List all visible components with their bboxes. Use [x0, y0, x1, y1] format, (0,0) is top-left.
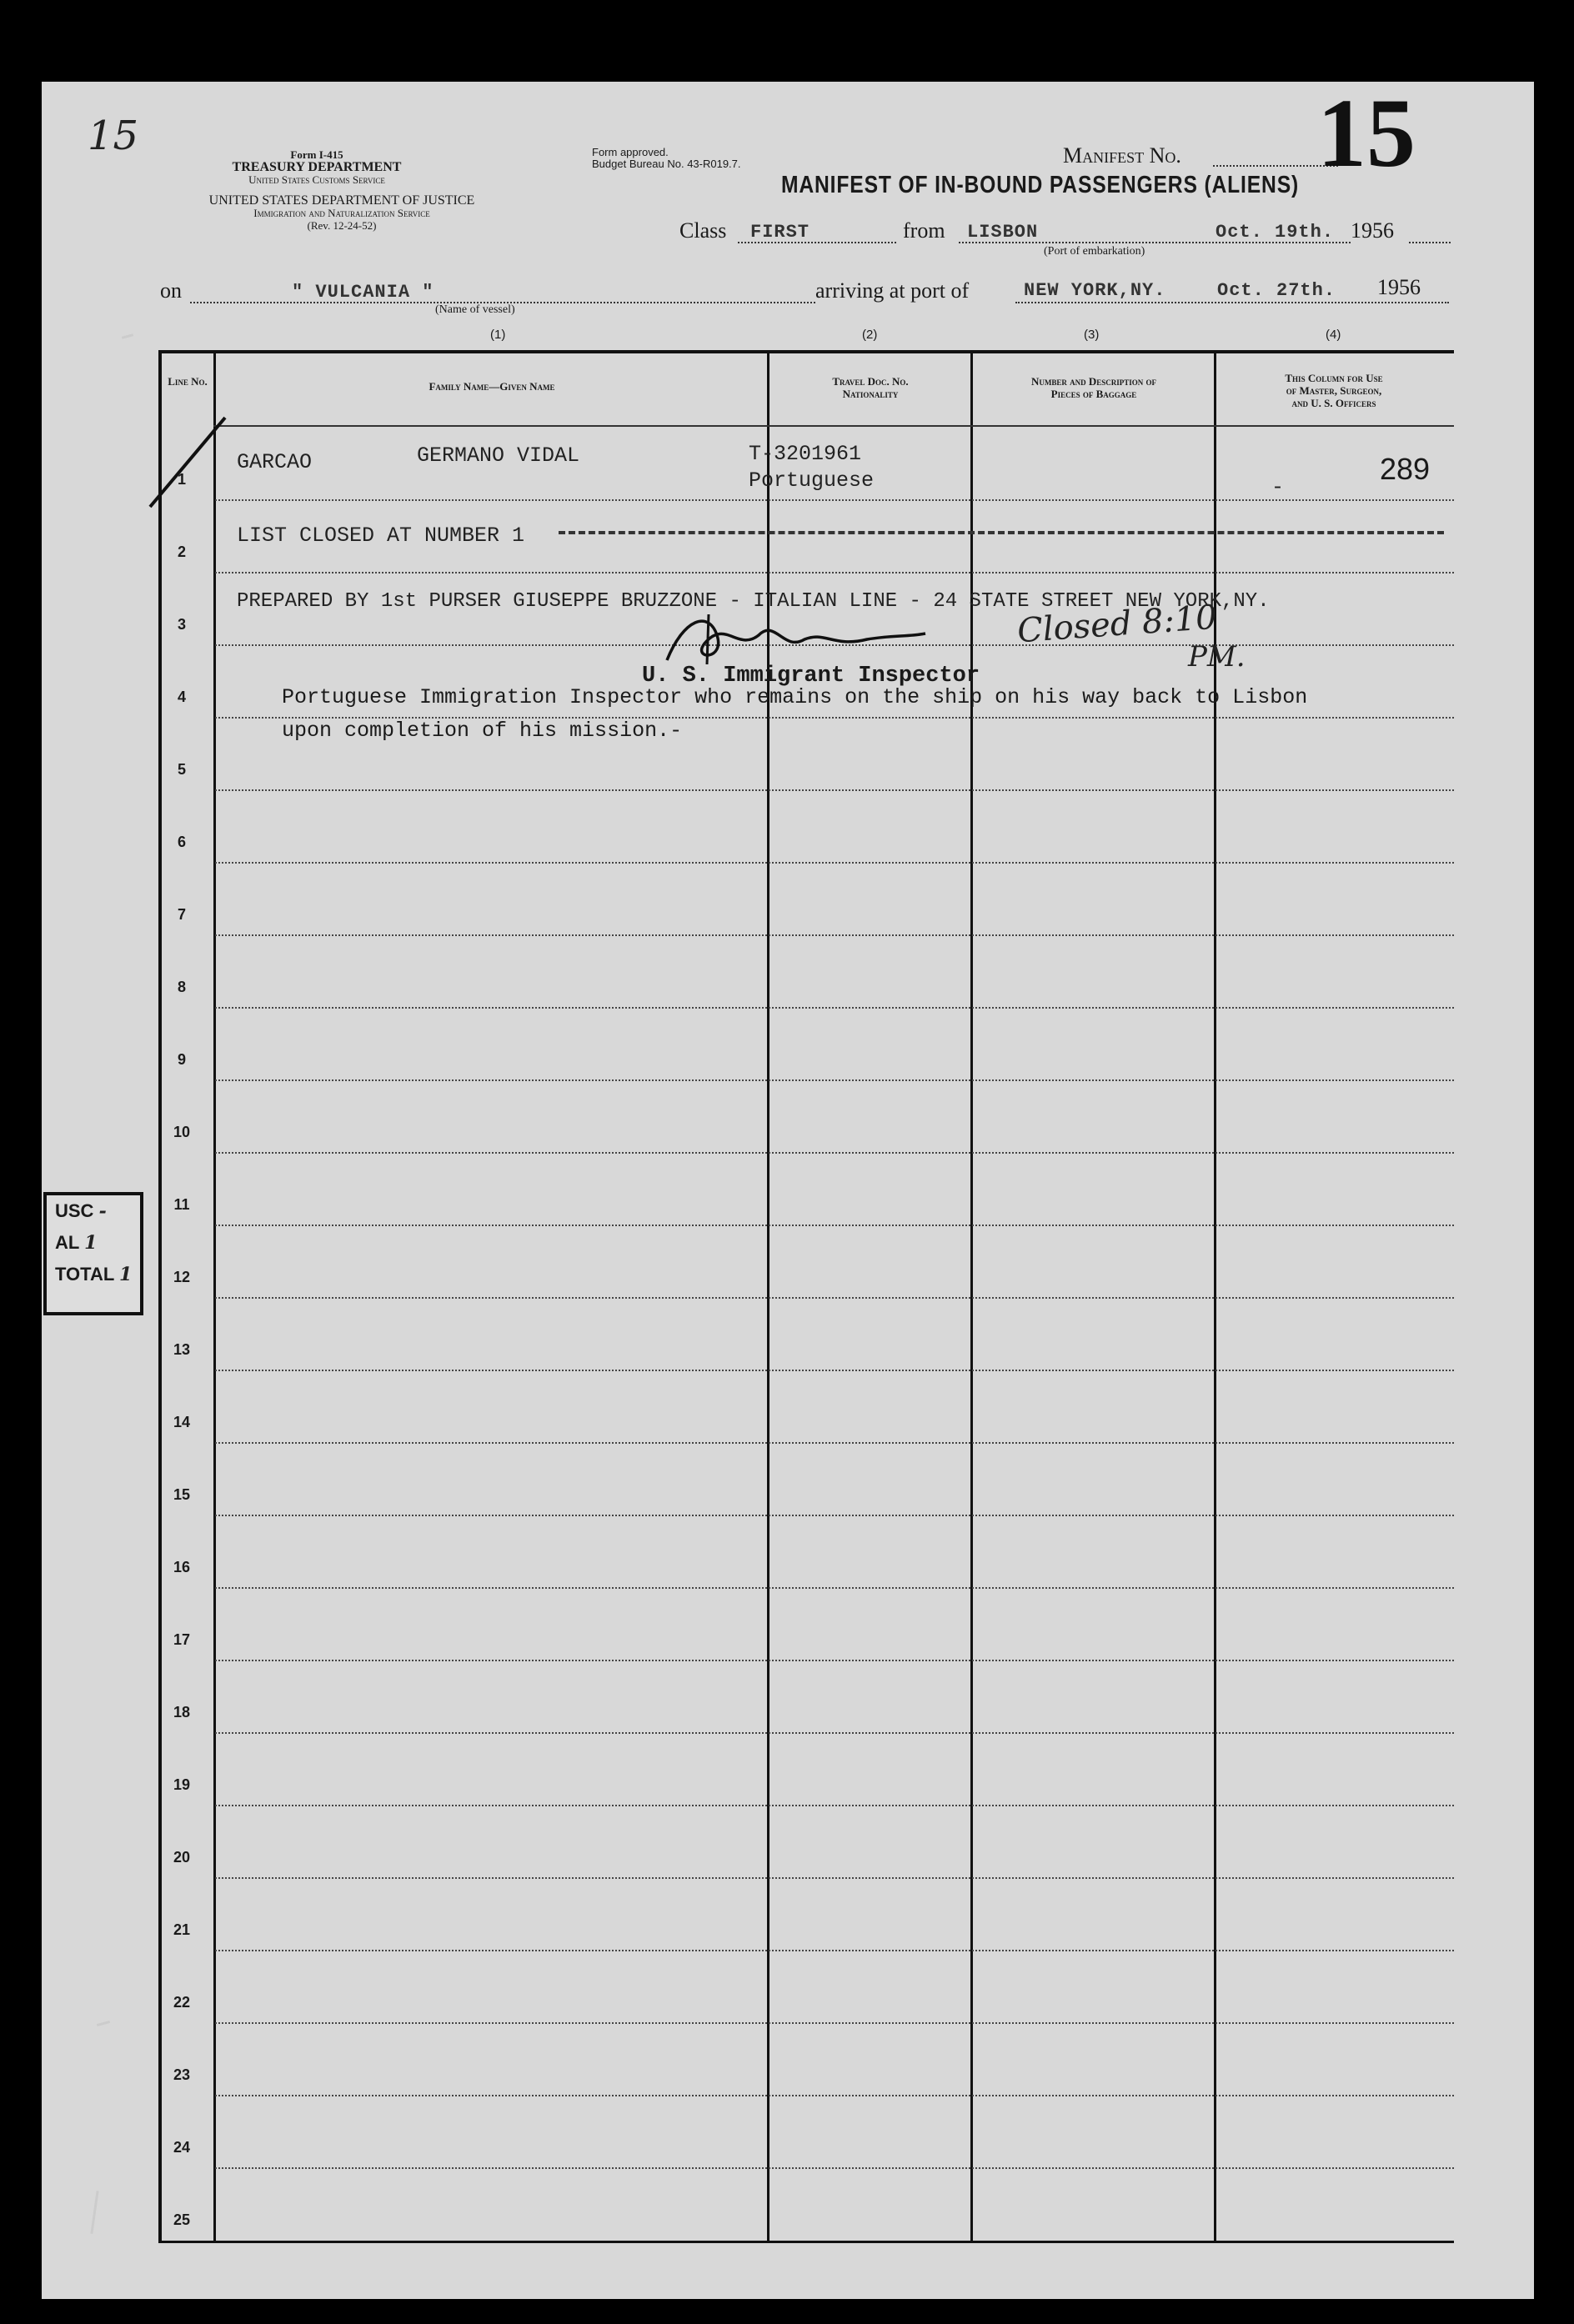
inspector-signature — [659, 602, 934, 669]
line-number: 2 — [177, 543, 186, 560]
line-no-divider — [213, 350, 216, 2242]
line-number: 12 — [173, 1269, 191, 1285]
row-divider — [215, 1515, 1454, 1516]
officer-dash: - — [1271, 475, 1285, 499]
from-date-value: Oct. 19th. — [1216, 222, 1335, 243]
arrival-port: NEW YORK,NY. — [1024, 280, 1166, 301]
arriving-label: arriving at port of — [815, 278, 970, 303]
row-divider — [215, 1079, 1454, 1081]
manifest-number: 15 — [1317, 78, 1416, 188]
budget-bureau: Budget Bureau No. 43-R019.7. — [592, 158, 741, 170]
row-divider — [215, 789, 1454, 791]
line-number: 22 — [173, 1994, 191, 2011]
customs-service: United States Customs Service — [248, 173, 385, 186]
ins-label: Immigration and Naturalization Service — [253, 207, 430, 219]
year-one-line — [1409, 242, 1451, 243]
line-number: 20 — [173, 1849, 191, 1866]
line-number: 19 — [173, 1776, 191, 1793]
prepared-by: PREPARED BY 1st PURSER GIUSEPPE BRUZZONE - ITALIAN LINE - 24 STATE STREET NEW YORK,NY. — [237, 590, 1270, 613]
stamp-al-row — [47, 1227, 140, 1259]
line-number: 14 — [173, 1414, 191, 1430]
line-number: 3 — [177, 616, 186, 633]
usc-al-total-stamp — [43, 1192, 143, 1315]
line-number: 9 — [177, 1051, 186, 1068]
line-one-check-mark — [142, 413, 233, 513]
manifest-title: MANIFEST OF IN-BOUND PASSENGERS (ALIENS) — [781, 172, 1300, 198]
row-divider — [215, 2167, 1454, 2169]
col-num-2: (2) — [862, 328, 878, 342]
form-approved: Form approved. — [592, 146, 669, 158]
row-divider — [215, 499, 1454, 501]
class-label: Class — [679, 218, 727, 243]
row-divider — [215, 1152, 1454, 1154]
line-number: 18 — [173, 1704, 191, 1720]
manifest-no-label: Manifest No. — [1063, 143, 1181, 168]
col-header-travel-doc: Travel Doc. No. — [832, 375, 909, 388]
col-header-baggage — [974, 375, 1214, 400]
form-id: Form I-415 — [290, 148, 343, 161]
stamp-total-label: TOTAL — [55, 1264, 114, 1285]
line-number: 4 — [177, 689, 186, 705]
col-header-baggage-l2: Pieces of Baggage — [1050, 388, 1137, 400]
stamp-usc-row — [47, 1195, 140, 1227]
table-bottom-border — [158, 2241, 1454, 2243]
line-number: 25 — [173, 2211, 191, 2228]
col-header-travel — [770, 375, 970, 400]
line-number: 7 — [177, 906, 186, 923]
class-value: FIRST — [750, 222, 810, 243]
stamp-total-value: 1 — [119, 1264, 133, 1285]
col-header-officers-l2: of Master, Surgeon, — [1286, 384, 1382, 397]
family-name: GARCAO — [237, 450, 313, 474]
port-embarkation-label: (Port of embarkation) — [1044, 245, 1145, 258]
line-number: 24 — [173, 2139, 191, 2156]
on-label: on — [160, 278, 182, 303]
vessel-name-label: (Name of vessel) — [435, 303, 515, 316]
line-number: 15 — [173, 1486, 191, 1503]
row-divider — [215, 1587, 1454, 1589]
line-number: 5 — [177, 761, 186, 778]
stamp-usc-value: - — [98, 1200, 107, 1222]
col-header-baggage-l1: Number and Description of — [1030, 375, 1157, 388]
revision-label: (Rev. 12-24-52) — [307, 219, 377, 232]
inspector-title: U. S. Immigrant Inspector — [642, 664, 980, 689]
line-number: 16 — [173, 1559, 191, 1575]
row-divider — [215, 572, 1454, 573]
row-divider — [215, 1442, 1454, 1444]
officer-number: 289 — [1380, 452, 1431, 486]
table-top-border — [158, 350, 1454, 353]
row-divider — [215, 1297, 1454, 1299]
stamp-total-row — [47, 1259, 140, 1290]
treasury-dept: TREASURY DEPARTMENT — [232, 160, 402, 174]
line-number: 1 — [177, 471, 186, 488]
row-divider — [215, 2022, 1454, 2024]
col-num-1: (1) — [490, 328, 506, 342]
from-label: from — [903, 218, 945, 243]
line-number: 23 — [173, 2066, 191, 2083]
col-header-officers — [1217, 372, 1451, 409]
row-divider — [215, 1660, 1454, 1661]
col-header-name: Family Name—Given Name — [429, 380, 555, 393]
row-divider — [215, 862, 1454, 864]
line-number: 21 — [173, 1921, 191, 1938]
col-num-4: (4) — [1326, 328, 1341, 342]
list-closed: LIST CLOSED AT NUMBER 1 — [237, 523, 525, 548]
row-divider — [215, 1225, 1454, 1226]
table-left-border — [158, 350, 162, 2242]
line-number: 10 — [173, 1124, 191, 1140]
col-header-nationality: Nationality — [842, 388, 899, 400]
line-number: 17 — [173, 1631, 191, 1648]
stamp-usc-label: USC — [55, 1200, 94, 1221]
row-divider — [215, 934, 1454, 936]
form-approval — [592, 147, 741, 170]
row-divider — [215, 1950, 1454, 1951]
manifest-sheet — [42, 82, 1534, 2299]
handwritten-closed-time: Closed 8:10 — [1015, 598, 1219, 651]
col-header-officers-l3: and U. S. Officers — [1291, 397, 1376, 409]
form-header-doj — [154, 194, 529, 232]
line-number: 6 — [177, 834, 186, 850]
note-line-1: Portuguese Immigration Inspector who remains on the ship on his way back to Lisbon — [282, 685, 1308, 709]
header-row-divider — [213, 425, 1454, 427]
note-line-2: upon completion of his mission.- — [282, 719, 683, 743]
row-divider — [215, 1007, 1454, 1009]
handwritten-pm: PM. — [1188, 640, 1246, 674]
list-closed-dashes — [559, 531, 1444, 534]
col-num-3: (3) — [1084, 328, 1100, 342]
col-header-line-no: Line No. — [168, 375, 208, 388]
doj-label: UNITED STATES DEPARTMENT OF JUSTICE — [208, 193, 475, 208]
line-number: 8 — [177, 979, 186, 995]
nationality: Portuguese — [749, 468, 875, 493]
arrival-date: Oct. 27th. — [1217, 280, 1336, 301]
margin-handwritten-mark: 15 — [88, 113, 139, 159]
row-divider — [215, 1370, 1454, 1371]
stamp-al-label: AL — [55, 1232, 79, 1253]
stamp-al-value: 1 — [84, 1232, 98, 1254]
travel-divider — [970, 350, 973, 2242]
row-divider — [215, 1732, 1454, 1734]
from-port-value: LISBON — [967, 222, 1039, 243]
given-name: GERMANO VIDAL — [417, 443, 580, 468]
line-number: 11 — [173, 1196, 190, 1213]
travel-doc-number: T-3201961 — [749, 442, 862, 466]
row-divider — [215, 1877, 1454, 1879]
vessel-name: " VULCANIA " — [292, 282, 434, 303]
line-number: 13 — [173, 1341, 191, 1358]
row-divider — [215, 2095, 1454, 2096]
row-divider — [215, 1805, 1454, 1806]
form-header-left — [167, 148, 467, 186]
arrival-line — [1015, 302, 1449, 303]
year-one: 1956 — [1351, 218, 1394, 243]
year-two: 1956 — [1377, 275, 1421, 299]
col-header-officers-l1: This Column for Use — [1285, 372, 1383, 384]
